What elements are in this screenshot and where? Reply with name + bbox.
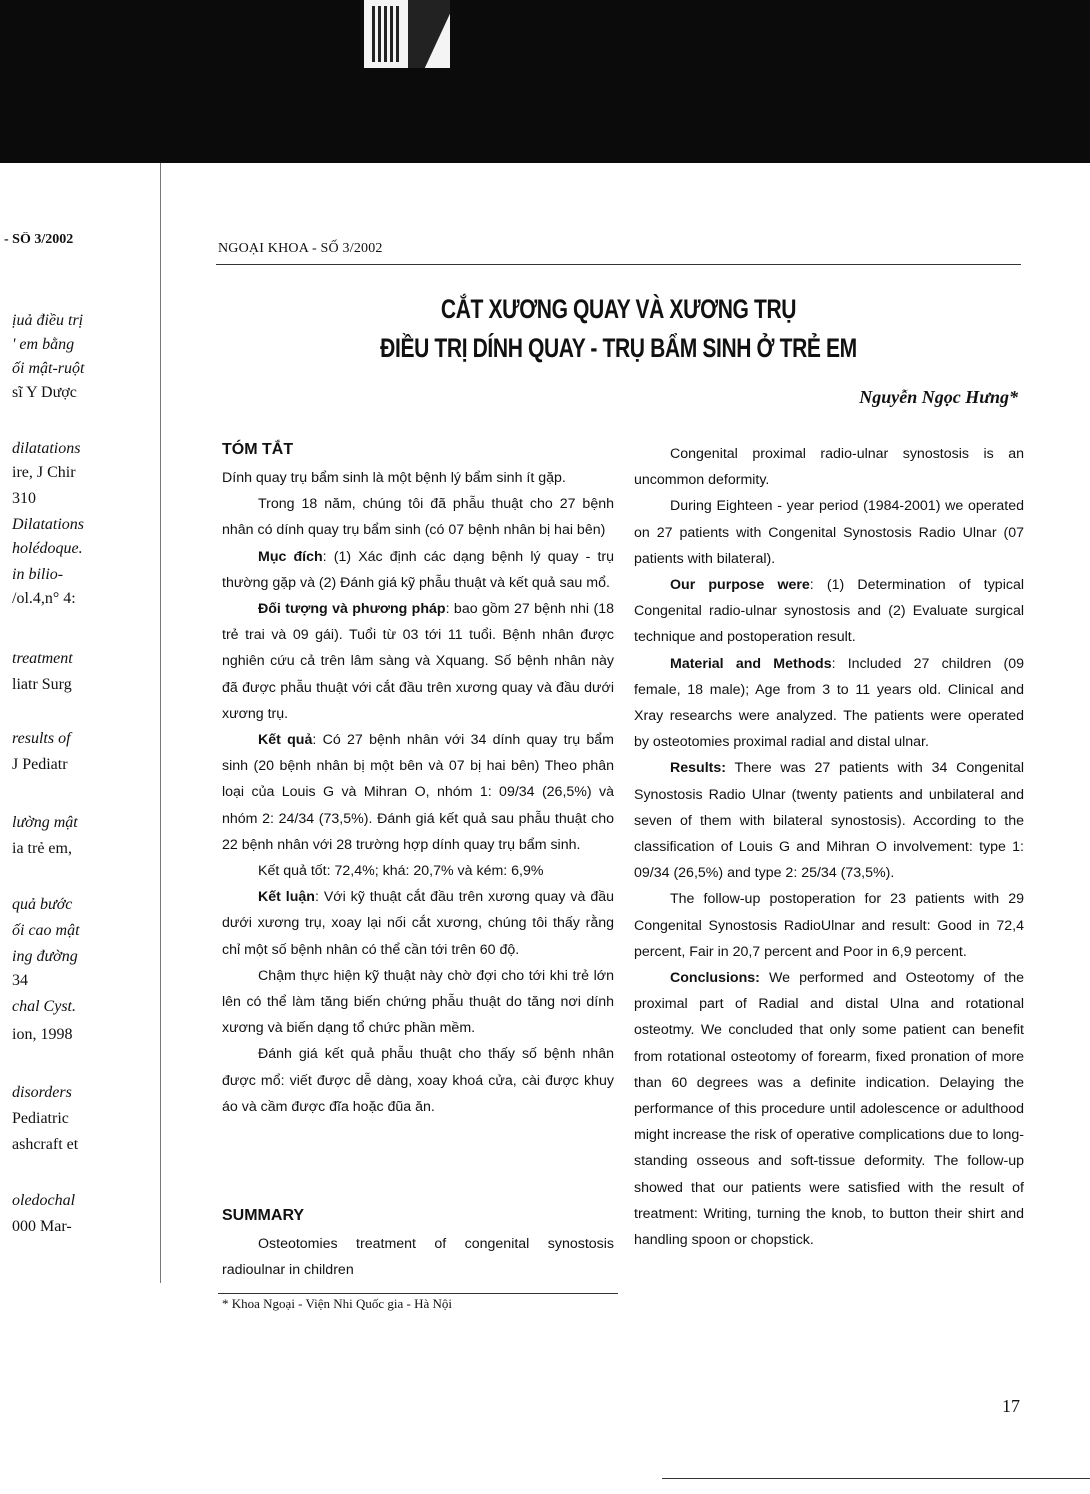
previous-page-line: Pediatric bbox=[12, 1110, 69, 1127]
english-paragraph-conclusions bbox=[634, 965, 1024, 1253]
purpose-label-en: Our purpose were bbox=[670, 577, 810, 594]
article-title-line-1: CẮT XƯƠNG QUAY VÀ XƯƠNG TRỤ bbox=[440, 294, 797, 324]
abstract-paragraph: Trong 18 năm, chúng tôi đã phẫu thuật cho 27 bệnh nhân có dính quay trụ bẩm sinh (có 07 bệnh nhân bị hai bên) bbox=[222, 496, 614, 539]
previous-page-fragment bbox=[0, 232, 160, 1312]
previous-page-line: ịuả điều trị bbox=[12, 312, 84, 329]
previous-page-line: /ol.4,n° 4: bbox=[12, 590, 76, 607]
scan-top-black-band bbox=[0, 0, 1090, 163]
previous-page-line: quả bước bbox=[12, 896, 73, 913]
english-paragraph-methods bbox=[634, 651, 1024, 756]
results-label-en: Results: bbox=[670, 760, 726, 777]
section-heading-tom-tat: TÓM TẮT bbox=[222, 441, 294, 458]
previous-page-line: sĩ Y Dược bbox=[12, 384, 77, 401]
abstract-intro: Dính quay trụ bẩm sinh là một bệnh lý bẩm sinh ít gặp. bbox=[222, 470, 566, 486]
english-paragraph: The follow-up postoperation for 23 patients with 29 Congenital Synostosis RadioUlnar and result: Good in 72,4 percent, Fair in 20,7 percent and Poor in 6,9 percent. bbox=[634, 891, 1024, 960]
previous-page-line: ia trẻ em, bbox=[12, 840, 72, 857]
previous-page-line: ối cao mật bbox=[12, 922, 80, 939]
conclusion-text: : Với kỹ thuật cắt đầu trên xương quay và đầu dưới xương trụ, xoay lại nối cắt xương, chúng tôi thấy rằng chỉ một số bệnh nhân có thể cần tới trên 60 độ. bbox=[222, 889, 615, 958]
previous-page-line: ối mật-ruột bbox=[12, 360, 85, 377]
article-title-line-2: ĐIỀU TRỊ DÍNH QUAY - TRỤ BẨM SINH Ở TRẺ EM bbox=[380, 333, 857, 363]
methods-label-en: Material and Methods bbox=[670, 655, 832, 672]
summary-title: Osteotomies treatment of congenital synostosis radioulnar in children bbox=[222, 1236, 614, 1279]
english-paragraph: During Eighteen - year period (1984-2001) we operated on 27 patients with Congenital Synostosis Radio Ulnar (07 patients with bilateral). bbox=[634, 498, 1024, 567]
summary-column bbox=[222, 1231, 614, 1283]
conclusion-label: Kết luận bbox=[258, 889, 315, 906]
english-paragraph: Congenital proximal radio-ulnar synostosis is an uncommon deformity. bbox=[634, 446, 1024, 489]
abstract-paragraph-results bbox=[222, 727, 614, 858]
previous-page-line: Dilatations bbox=[12, 516, 85, 533]
header-rule bbox=[216, 264, 1021, 265]
abstract-paragraph-purpose bbox=[222, 544, 614, 596]
author-affiliation-footnote: * Khoa Ngoại - Viện Nhi Quốc gia - Hà Nội bbox=[222, 1296, 453, 1311]
abstract-paragraph: Đánh giá kết quả phẫu thuật cho thấy số bệnh nhân được mổ: viết được dễ dàng, xoay khoá cửa, cài được khuy áo và cầm được đĩa hoặc đũa ăn. bbox=[222, 1046, 614, 1115]
abstract-paragraph: Kết quả tốt: 72,4%; khá: 20,7% và kém: 6,9% bbox=[258, 863, 544, 880]
results-label: Kết quả bbox=[258, 732, 313, 749]
previous-page-line: J Pediatr bbox=[12, 756, 68, 773]
purpose-text-en: : (1) Determination of typical Congenital radio-ulnar synostosis and (2) Evaluate surgical technique and postoperation result. bbox=[634, 577, 1024, 646]
author-name: Nguyễn Ngọc Hưng* bbox=[859, 387, 1018, 407]
previous-page-line: 310 bbox=[12, 490, 36, 507]
previous-page-line: ire, J Chir bbox=[12, 464, 76, 481]
page-number: 17 bbox=[1002, 1396, 1020, 1416]
previous-page-line: results of bbox=[12, 730, 71, 747]
abstract-paragraph: Chậm thực hiện kỹ thuật này chờ đợi cho tới khi trẻ lớn lên có thể làm tăng biến chứng phẫu thuật do tăng nơi dính xương và biến dạng tổ chức phần mềm. bbox=[222, 967, 614, 1037]
english-paragraph-purpose bbox=[634, 572, 1024, 651]
previous-page-line: 000 Mar- bbox=[12, 1218, 72, 1235]
previous-page-line: ashcraft et bbox=[12, 1136, 79, 1153]
previous-page-line: ' em bằng bbox=[12, 336, 75, 353]
purpose-text: : (1) Xác định các dạng bệnh lý quay - trụ thường gặp và (2) Đánh giá kỹ phẫu thuật và kết quả sau mổ. bbox=[222, 548, 614, 591]
previous-page-line: chal Cyst. bbox=[12, 998, 76, 1015]
purpose-label: Mục đích bbox=[258, 548, 323, 565]
running-head: NGOẠI KHOA - SỐ 3/2002 bbox=[218, 241, 383, 256]
previous-page-line: ing đường bbox=[12, 948, 78, 965]
previous-page-line: dilatations bbox=[12, 440, 81, 457]
previous-page-line: liatr Surg bbox=[12, 676, 72, 693]
previous-page-line: ion, 1998 bbox=[12, 1026, 73, 1043]
previous-page-line: in bilio- bbox=[12, 566, 64, 583]
previous-page-header: - SỐ 3/2002 bbox=[4, 232, 74, 247]
section-heading-summary: SUMMARY bbox=[222, 1207, 305, 1224]
methods-text: : bao gồm 27 bệnh nhi (18 trẻ trai và 09 gái). Tuổi từ 03 tới 11 tuổi. Bệnh nhân được nghiên cứu cả trên lâm sàng và Xquang. Số bệnh nhân này đã được phẫu thuật với cắt đầu trên xương quay và đầu dưới xương trụ. bbox=[222, 601, 614, 722]
conclusions-text-en: We performed and Osteotomy of the proximal part of Radial and distal Ulna and rotational osteotmy. We concluded that only some patient can benefit from rotational osteotomy of forearm, fixed pronation of more than 60 degrees was a definite indication. Delaying the performance of this procedure until adolescence or adulthood might increase the risk of operative complications due to long-standing osseous and soft-tissue deformity. The follow-up showed that our patients were satisfied with the result of treatment: Writing, turning the knob, to button their shirt and handling spoon or chopstick. bbox=[634, 970, 1024, 1249]
previous-page-line: 34 bbox=[12, 972, 28, 989]
gutter-rule bbox=[160, 163, 161, 1283]
conclusions-label-en: Conclusions: bbox=[670, 970, 760, 987]
methods-text-en: : Included 27 children (09 female, 18 male); Age from 3 to 11 years old. Clinical and Xray researchs were analyzed. The patients were operated by osteotomies proximal radial and distal ulnar. bbox=[634, 655, 1024, 751]
previous-page-line: lường mật bbox=[12, 814, 78, 831]
methods-label: Đối tượng và phương pháp bbox=[258, 601, 446, 618]
english-abstract-column bbox=[634, 441, 1024, 1253]
results-text: : Có 27 bệnh nhân với 34 dính quay trụ bẩm sinh (20 bệnh nhân bị một bên và 07 bị hai bên) Theo phân loại của Louis G và Mihran O, nhóm 1: 09/34 (26,5%) và nhóm 2: 24/34 (73,5%). Đánh giá kết quả sau phẫu thuật cho 22 bệnh nhân với 28 trường hợp dính quay trụ bẩm sinh. bbox=[222, 732, 615, 853]
abstract-paragraph-conclusion bbox=[222, 884, 614, 963]
bottom-rule bbox=[662, 1478, 1090, 1479]
vietnamese-abstract-column bbox=[222, 465, 614, 1120]
scan-binding-mark bbox=[364, 0, 450, 68]
previous-page-line: oledochal bbox=[12, 1192, 76, 1209]
abstract-paragraph-methods bbox=[222, 596, 614, 727]
english-paragraph-results bbox=[634, 755, 1024, 886]
footnote-rule bbox=[218, 1293, 618, 1294]
previous-page-line: treatment bbox=[12, 650, 73, 667]
previous-page-line: holédoque. bbox=[12, 540, 83, 557]
results-text-en: There was 27 patients with 34 Congenital Synostosis Radio Ulnar (twenty patients and unbilateral and seven of them with bilateral synostosis). According to the classification of Louis G and Mihran O involvement: type 1: 09/34 (26,5%) and type 2: 25/34 (73,5%). bbox=[634, 760, 1024, 882]
previous-page-line: disorders bbox=[12, 1084, 72, 1101]
